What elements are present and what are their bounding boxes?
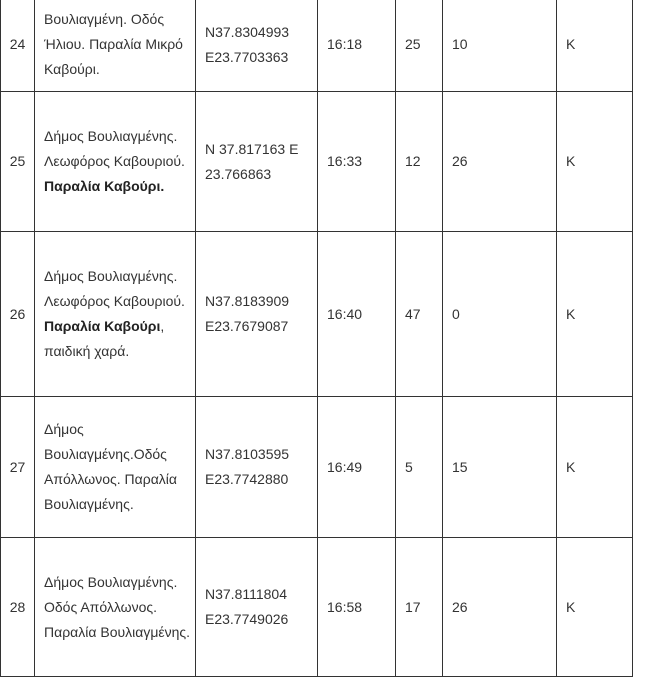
- value-cell-2: 0: [443, 232, 557, 397]
- location-cell: [35, 0, 196, 92]
- location-cell: [35, 397, 196, 538]
- value-cell-1: 25: [396, 0, 443, 92]
- location-cell: [35, 92, 196, 232]
- table-row: [1, 92, 633, 232]
- location-bold-text: Παραλία Καβούρι: [44, 318, 161, 334]
- coordinates-cell: N 37.817163 E 23.766863: [196, 92, 318, 232]
- value-cell-2: 10: [443, 0, 557, 92]
- time-cell: 16:33: [318, 92, 396, 232]
- time-cell: 16:40: [318, 232, 396, 397]
- row-number: 28: [1, 538, 35, 677]
- table-row: [1, 232, 633, 397]
- row-number: 26: [1, 232, 35, 397]
- value-cell-1: 5: [396, 397, 443, 538]
- table-row: [1, 397, 633, 538]
- value-cell-2: 15: [443, 397, 557, 538]
- category-cell: Κ: [557, 397, 633, 538]
- value-cell-2: 26: [443, 92, 557, 232]
- table-row: [1, 0, 633, 92]
- location-bold-text: Παραλία Καβούρι.: [44, 178, 165, 194]
- location-text: Δήμος Βουλιαγμένης. Οδός Απόλλωνος. Παραλία Βουλιαγμένης.: [44, 573, 191, 640]
- category-cell: Κ: [557, 92, 633, 232]
- location-text: Δήμος Βουλιαγμένης. Λεωφόρος Καβουριού.: [44, 268, 185, 309]
- coordinates-cell: N37.8304993 E23.7703363: [196, 0, 318, 92]
- row-number: 27: [1, 397, 35, 538]
- category-cell: Κ: [557, 232, 633, 397]
- row-number: 25: [1, 92, 35, 232]
- location-text: Δήμος Βουλιαγμένης. Λεωφόρος Καβουριού.: [44, 128, 185, 169]
- location-cell: [35, 232, 196, 397]
- time-cell: 16:18: [318, 0, 396, 92]
- coordinates-cell: N37.8103595 E23.7742880: [196, 397, 318, 538]
- category-cell: Κ: [557, 0, 633, 92]
- category-cell: Κ: [557, 538, 633, 677]
- coordinates-cell: N37.8183909 E23.7679087: [196, 232, 318, 397]
- table-row: [1, 538, 633, 677]
- row-number: 24: [1, 0, 35, 92]
- location-cell: [35, 538, 196, 677]
- time-cell: 16:58: [318, 538, 396, 677]
- value-cell-2: 26: [443, 538, 557, 677]
- location-text: Βουλιαγμένη. Οδός Ήλιου. Παραλία Μικρό Καβούρι.: [44, 11, 183, 77]
- value-cell-1: 12: [396, 92, 443, 232]
- value-cell-1: 17: [396, 538, 443, 677]
- location-text-suffix: , παιδική χαρά.: [44, 318, 165, 359]
- location-text: Δήμος Βουλιαγμένης.Οδός Απόλλωνος. Παραλία Βουλιαγμένης.: [44, 421, 178, 512]
- coordinates-cell: N37.8111804 E23.7749026: [196, 538, 318, 677]
- time-cell: 16:49: [318, 397, 396, 538]
- value-cell-1: 47: [396, 232, 443, 397]
